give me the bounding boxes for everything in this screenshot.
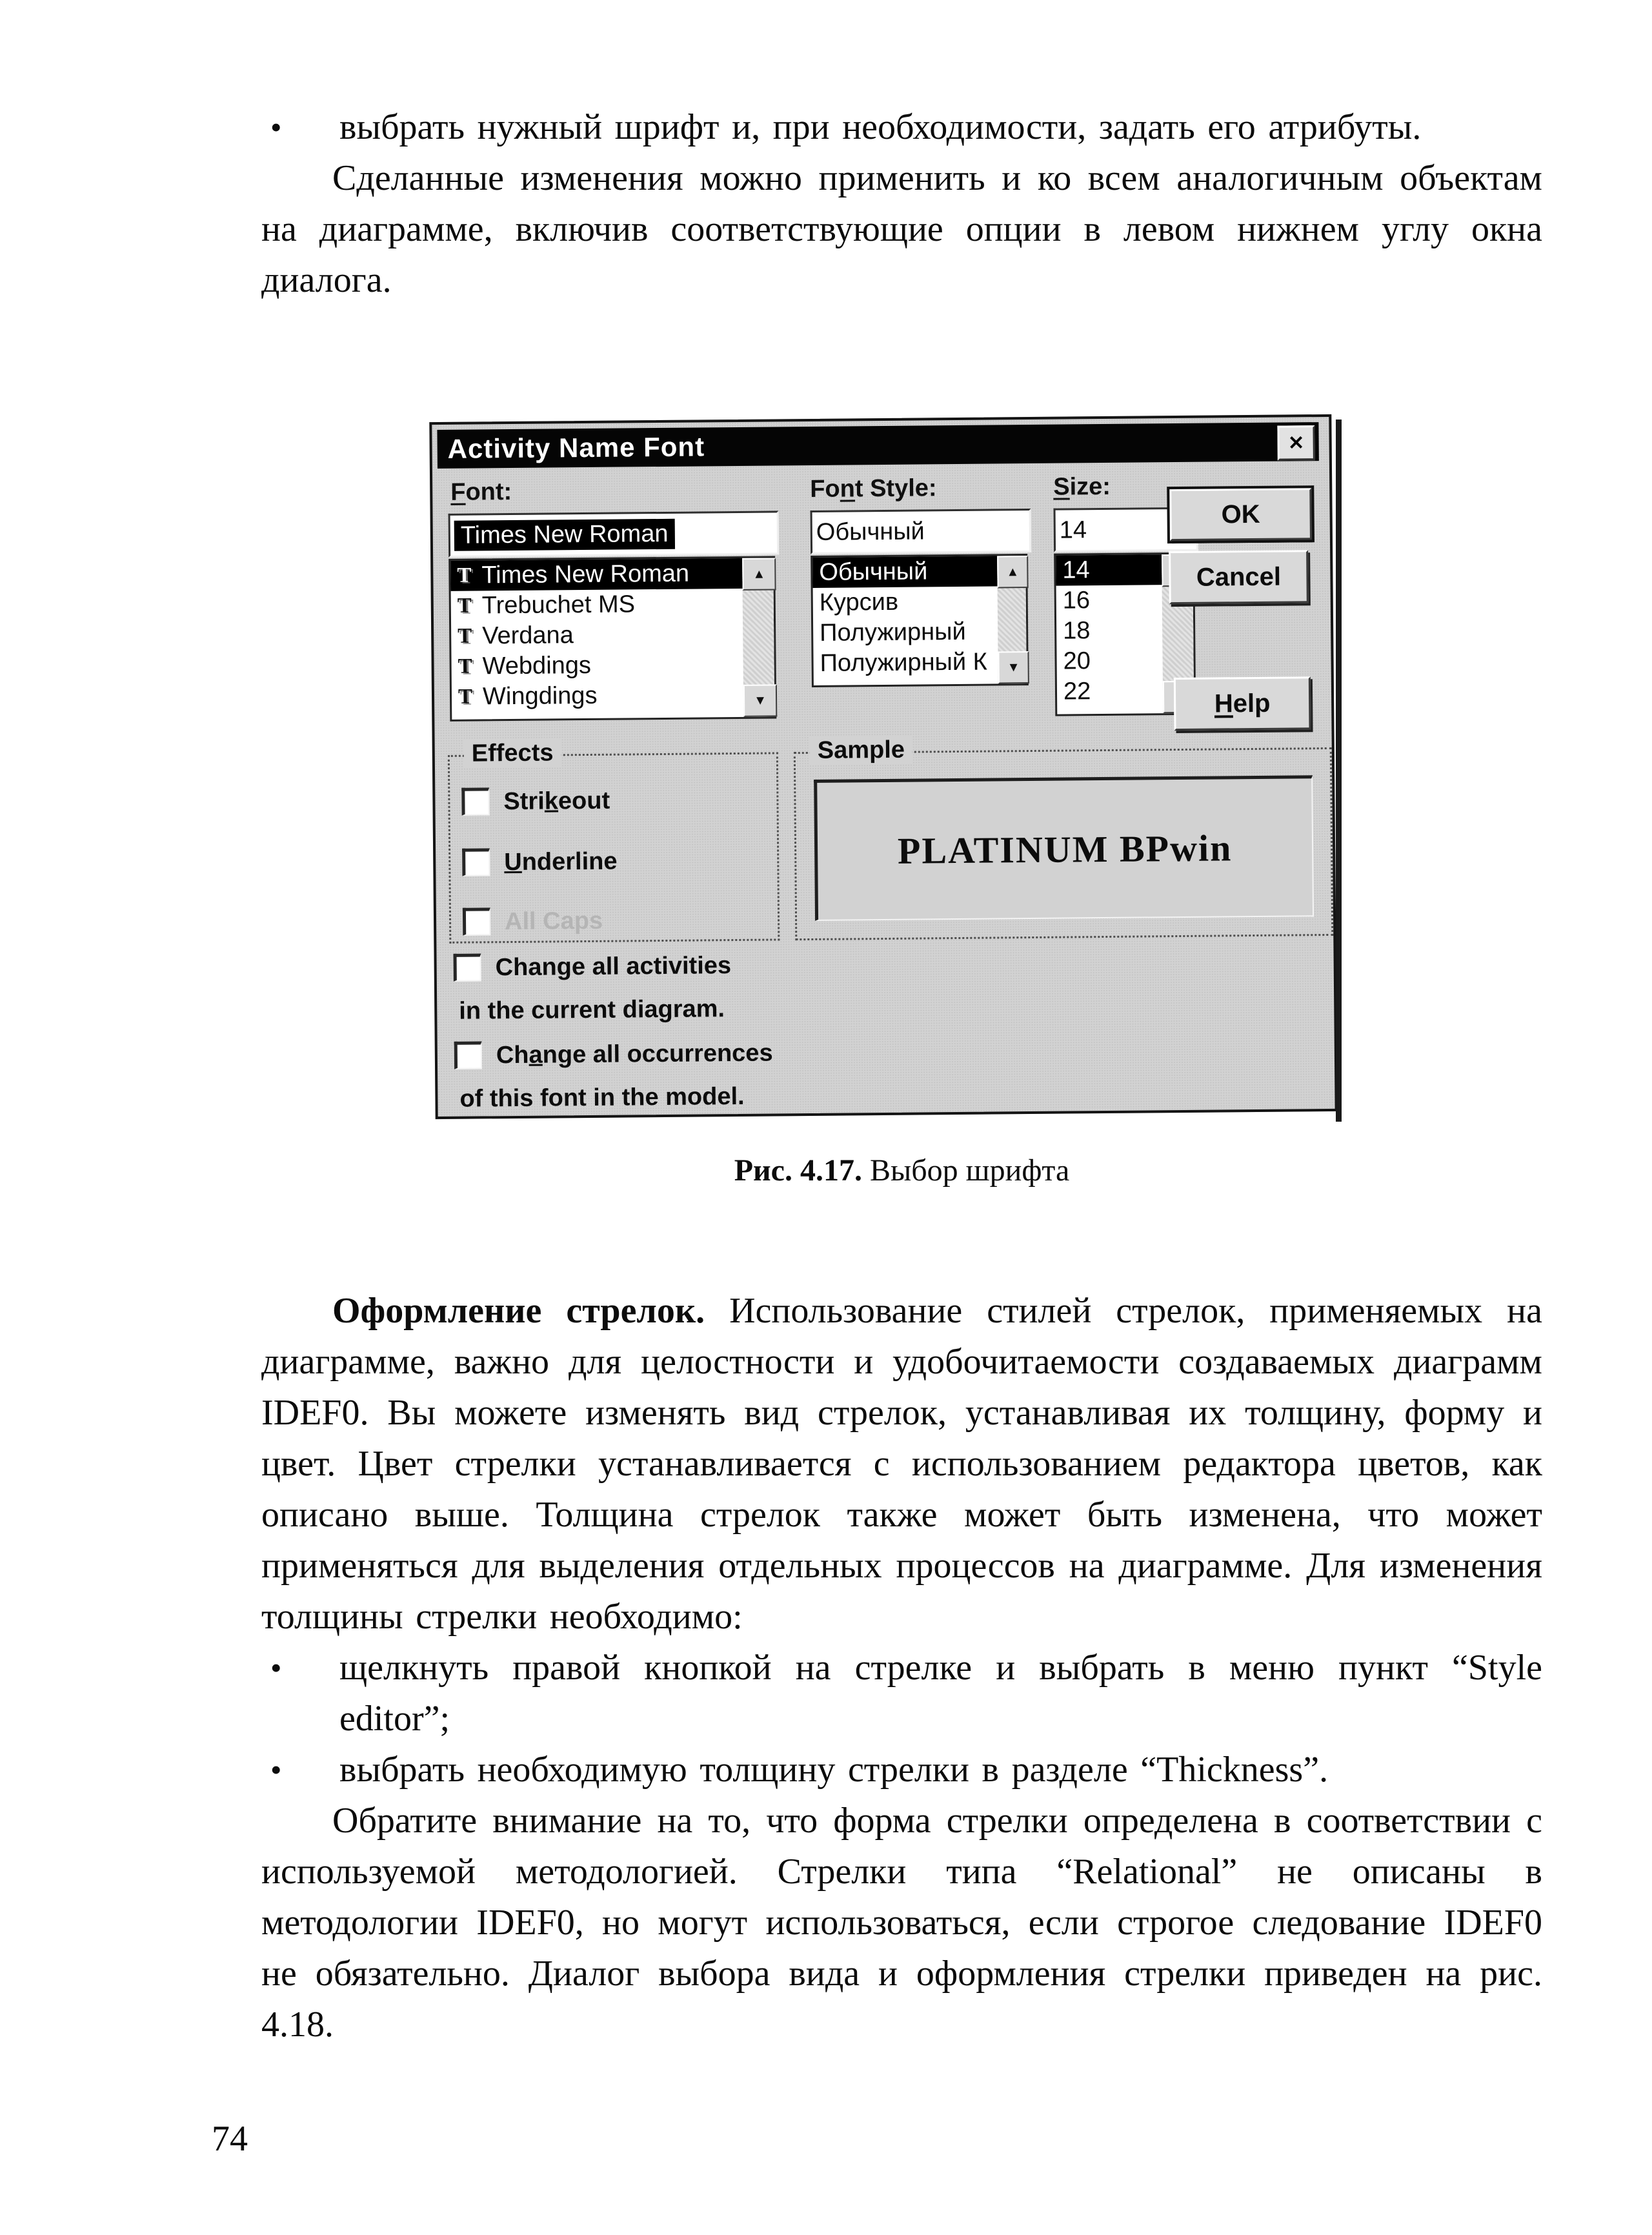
section-text-block <box>261 1286 1542 2050</box>
figure-caption <box>261 1153 1542 1188</box>
font-style-input[interactable] <box>811 509 1032 554</box>
intro-text-block <box>261 102 1542 306</box>
font-list-item[interactable] <box>451 618 774 651</box>
scroll-up-button[interactable] <box>742 558 776 590</box>
cancel-button[interactable] <box>1169 550 1309 604</box>
font-list-item-label: Webdings <box>482 651 592 680</box>
change-all-occurrences-checkbox[interactable] <box>454 1041 482 1069</box>
bullet-icon: • <box>270 1752 282 1788</box>
font-style-list-item[interactable] <box>813 616 1026 649</box>
section-bullet-list <box>261 1643 1542 1795</box>
change-all-activities-checkbox[interactable] <box>454 953 481 981</box>
scan-artifact-line <box>1336 420 1342 1122</box>
sample-preview-box <box>814 775 1314 921</box>
allcaps-label: All Caps <box>504 907 603 936</box>
size-item-label: 14 <box>1062 556 1090 584</box>
size-item-label: 22 <box>1063 678 1091 705</box>
font-style-scrollbar[interactable] <box>997 556 1027 683</box>
change-all-occurrences-option <box>454 1039 773 1070</box>
font-list-scrollbar[interactable] <box>742 558 774 716</box>
font-style-input-value: Обычный <box>816 517 925 546</box>
bullet-icon: • <box>270 109 282 145</box>
size-item-label: 16 <box>1062 587 1091 614</box>
closing-paragraph: Обратите внимание на то, что форма стрелки определена в соответствии с используемой методологией. Стрелки типа “Relational” не описаны в методологии IDEF0, но могут использоваться, если строгое следование IDEF0 не обязательно. Диалог выбора вида и оформления стрелки приведен на рис. 4.18. <box>261 1801 1542 2045</box>
dialog-title: Activity Name Font <box>447 431 705 464</box>
font-style-list-item[interactable] <box>813 586 1026 618</box>
bullet-text: выбрать необходимую толщину стрелки в разделе “Thickness”. <box>339 1750 1329 1790</box>
intro-paragraph: Сделанные изменения можно применить и ко всем аналогичным объектам на диаграмме, включив соответствующие опции в левом нижнем углу окна диалога. <box>261 158 1542 300</box>
list-item <box>261 1643 1542 1745</box>
bullet-text: выбрать нужный шрифт и, при необходимости, задать его атрибуты. <box>339 107 1422 147</box>
font-style-item-label: Обычный <box>819 558 928 586</box>
truetype-icon: T <box>458 624 472 648</box>
close-button[interactable] <box>1277 425 1315 461</box>
ok-button[interactable] <box>1169 488 1312 541</box>
font-list-item[interactable] <box>451 649 774 682</box>
truetype-icon: T <box>458 685 473 709</box>
help-button-label: Help <box>1214 689 1271 718</box>
font-list <box>448 556 776 721</box>
font-style-item-label: Курсив <box>819 588 899 616</box>
arrow-up-icon: ▲ <box>752 567 766 582</box>
size-item-label: 18 <box>1062 617 1091 645</box>
strikeout-option <box>461 787 610 816</box>
font-list-item-label: Times New Roman <box>481 560 690 589</box>
allcaps-option <box>463 907 603 936</box>
change-all-occurrences-label: Change all occurrences <box>496 1039 773 1069</box>
section-paragraph <box>261 1286 1542 1643</box>
font-list-item[interactable] <box>451 588 774 621</box>
change-all-occurrences-label-line2: of this font in the model. <box>459 1082 745 1113</box>
arrow-down-icon: ▼ <box>754 693 767 708</box>
figure-caption-number: Рис. 4.17. <box>734 1153 862 1188</box>
font-input-value: Times New Roman <box>454 518 675 551</box>
sample-preview-text: PLATINUM BPwin <box>897 826 1233 872</box>
figure-caption-text: Выбор шрифта <box>861 1153 1070 1188</box>
font-style-label: Font Style: <box>810 474 937 503</box>
bullet-text: щелкнуть правой кнопкой на стрелке и выбрать в меню пункт “Style editor”; <box>339 1648 1542 1739</box>
effects-group <box>448 739 780 943</box>
font-style-list-item[interactable] <box>813 647 1026 679</box>
underline-label: Underline <box>504 847 618 876</box>
dialog-title-bar[interactable] <box>437 422 1318 469</box>
size-item-label: 20 <box>1063 647 1091 675</box>
truetype-icon: T <box>457 563 472 587</box>
cancel-button-label: Cancel <box>1196 562 1282 592</box>
section-lead: Оформление стрелок. <box>332 1291 705 1331</box>
font-list-item[interactable] <box>450 558 773 591</box>
activity-name-font-dialog <box>429 414 1337 1119</box>
font-list-item-label: Trebuchet MS <box>481 591 636 620</box>
intro-bullet-list <box>261 102 1542 153</box>
list-item <box>261 1745 1542 1795</box>
sample-group-label: Sample <box>810 736 913 765</box>
size-input-value: 14 <box>1059 516 1087 544</box>
underline-checkbox[interactable] <box>462 848 490 876</box>
scroll-up-button[interactable] <box>997 556 1028 588</box>
change-all-activities-option <box>454 951 732 982</box>
font-list-item-label: Verdana <box>482 622 574 650</box>
arrow-up-icon: ▲ <box>1006 564 1020 579</box>
strikeout-checkbox[interactable] <box>461 787 489 815</box>
font-style-list <box>811 554 1029 687</box>
strikeout-label: Strikeout <box>503 787 610 816</box>
font-list-item[interactable] <box>452 679 774 712</box>
scroll-down-button[interactable] <box>998 651 1029 683</box>
list-item <box>261 102 1542 153</box>
font-style-list-item[interactable] <box>812 556 1025 588</box>
size-label: Size: <box>1053 472 1111 501</box>
page-number: 74 <box>212 2119 248 2159</box>
section-body: Использование стилей стрелок, применяемых на диаграмме, важно для целостности и удобочитаемости создаваемых диаграмм IDEF0. Вы можете изменять вид стрелок, устанавливая их толщину, форму и цвет. Цвет стрелки устанавливается с использованием редактора цветов, как описано выше. Толщина стрелок также может быть изменена, что может применяться для выделения отдельных процессов на диаграмме. Для изменения толщины стрелки необходимо: <box>261 1291 1542 1637</box>
truetype-icon: T <box>458 654 472 678</box>
bullet-icon: • <box>270 1650 282 1686</box>
allcaps-checkbox[interactable] <box>463 907 490 935</box>
font-label: Font: <box>450 478 512 506</box>
help-button[interactable] <box>1174 676 1311 731</box>
change-all-activities-label: Change all activities <box>495 952 732 982</box>
arrow-down-icon: ▼ <box>1007 660 1020 674</box>
underline-option <box>462 847 618 877</box>
change-all-activities-label-line2: in the current diagram. <box>459 995 725 1025</box>
scroll-down-button[interactable] <box>743 684 777 716</box>
font-list-item-label: Wingdings <box>482 682 598 711</box>
font-input[interactable] <box>448 511 780 557</box>
ok-button-label: OK <box>1221 500 1260 529</box>
font-style-item-label: Полужирный <box>820 618 966 647</box>
sample-group <box>794 736 1334 940</box>
truetype-icon: T <box>457 594 472 618</box>
effects-group-label: Effects <box>464 739 561 767</box>
close-icon: ✕ <box>1287 432 1305 454</box>
font-style-item-label: Полужирный К <box>820 648 987 677</box>
